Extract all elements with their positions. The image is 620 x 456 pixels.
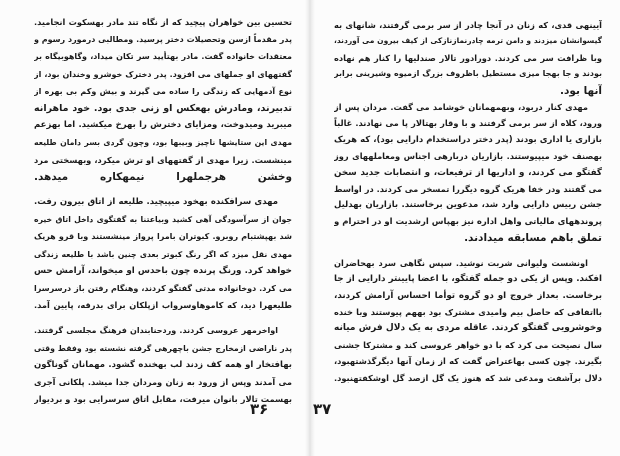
text-line: پروندههای مالیاتی واهل اداره نیز بهپاس ارشدیت او در احترام و [334, 216, 602, 227]
paragraph [334, 99, 602, 247]
text-line: برخاست. بعداز خروج او دو گروه توأما احساس آرامش کردند، [334, 290, 602, 301]
page-number-right: ۳۷ [313, 400, 332, 418]
paragraph [34, 14, 292, 186]
text-line: پدر مقدماً ازسن وتحصیلات دختر پرسید. ومطالبی درمورد رسوم و [34, 35, 292, 45]
text-line: اونشست ولیوانی شربت نوشید. سپس نگاهی سرد بهحاضران [334, 257, 588, 268]
text-line: بازاری یا اداری بودند (پدر دختر دراستخدام دارایی بود)، که هریک [334, 134, 602, 145]
text-line: گفتگو می کردند، و اداریها از ترفیعات، و انتصابات جدید سخن [334, 167, 602, 178]
text-line: بگیرند. چون کسی بهاعتراض گفت که از زمان آنها دیگرگذشتهبود، [334, 356, 602, 367]
text-line: می آمدند وپس از ورود به زنان ومردان جدا میشد. پلکانی آجری [34, 377, 292, 388]
paragraph [334, 255, 602, 386]
text-line: پدر ناراضی ازمخارج جشن باچهرهی گرفته نشسته بود وفقط وقتی [34, 343, 292, 353]
text-line: آیینهی قدی، که زنان در آنجا چادر از سر برمی گرفتند، شانهای به [334, 20, 602, 30]
text-line: تحسین بین خواهران پیچید که از نگاه تند مادر بهسکوت انجامید. [34, 17, 292, 27]
text-line: خواهد کرد. ورنگ پرنده چون باحدس او میخواند، آرامش حس [34, 265, 292, 276]
text-line: نوع آدمهایی که زندگی را ساده می گیرند و بیش وکم بی بهره از [34, 86, 292, 96]
text-line: آنها بود. [560, 84, 602, 97]
page-text-left [34, 14, 292, 408]
page-text-right [334, 17, 602, 386]
text-line: بهسمت تالار بانوان میرفت، مقابل اتاق سرسرایی بود و بردیوار [34, 394, 292, 405]
text-line: اواخرمهر عروسی کردند. وردحنابندان فرهنگ مجلسی گرفتند. [34, 326, 278, 336]
text-line: طلیعهرا دید، که کاموهاوسرواب ازپلکان برای بدرقه، پایین آمد. [34, 300, 292, 311]
page-number-left: ۳۶ [250, 400, 269, 418]
text-line: جشن رییس دارایی وارد شد، مدعوین برخاستند. بازاریان بهدلیل [334, 200, 602, 211]
text-line: تدبیرند، ومادرش بهعکس او زنی جدی بود. خود ماهرانه [34, 103, 292, 115]
page-right [313, 0, 620, 456]
text-line: افکند. وپس از یکی دو جمله گفتگو، با اعضا پایینتر دارایی از جا [334, 274, 602, 285]
paragraph [334, 17, 602, 99]
page-left [0, 0, 307, 456]
text-line: مهدی سرافکنده بهخود میپیچید. طلیعه از اتاق بیرون رفت. [34, 197, 278, 208]
paragraph [34, 322, 292, 408]
text-line: بهصنف خود میپیوستند. بازاریان دربارهی اجناس ومعاملههای روز [334, 151, 602, 162]
text-line: دلال برآشفت ومدعی شد که هنوز یک گل ازصد گل اوشکفتهنبود. [334, 372, 602, 383]
text-line: مهدی نقل میزد که اگر رنگ کبوتر بعدی چنین باشد با طلیعه زندگی [34, 249, 292, 259]
text-line: مینشست. زیرا مهدی از گفتههای او ترش میکرد، وبهسختی مرد [34, 154, 292, 165]
text-line: گفتههای او جملهای می افزود. پدر دخترک خوشرو وخندان بود، از [34, 69, 292, 79]
text-line: شد بهپشتبام روبرو. کبوتران بامرا پرواز مینشستند وبا قرو هریک [34, 232, 292, 242]
text-line: می کرد. دوخانواده مدتی گفتگو کردند، وهنگام رفتن باز درسرسرا [34, 284, 292, 294]
text-line: میبرید ومیدوخت، ومزایای دخترش را بهرخ میکشید. اما بهزعم [34, 120, 292, 131]
text-line: تملق باهم مسابقه میدادند. [464, 232, 602, 245]
text-line: وبا ظرافت سر می کردند. دورادور تالار صندلیها را کنار هم نهاده [334, 52, 602, 63]
text-line: گیسوانشان میزدند و دامن ترمه چادرنمازنازکی از کیف بیرون می آوردند، [334, 36, 602, 46]
text-line: بودند و جا بهجا میزی مستطیل باظروف بزرگ ازمیوه وشیرینی برابر [334, 69, 602, 79]
text-line: بااتفاقی که حاصل بیم وامیدی مشترک بود بههم پیوستند وبا خنده [334, 306, 602, 317]
text-line: ورود، کلاه از سر برمی گرفتند و با وقار بهتالار پا می نهادند. غالباً [334, 118, 602, 129]
paragraph [34, 194, 292, 314]
text-line: بهافتخار او همه کف زدند لب بهخنده گشود. مهمانان گوناگون [34, 359, 292, 370]
text-line: می گفتند ودر خفا هریک گروه دیگررا تمسخر می کردند. در اواسط [334, 184, 602, 195]
text-line: وخشن هرجملهرا نیمهکاره میدهد. [34, 170, 292, 183]
text-line: جوان از سرآسودگی آهی کشید وبیاعتنا به گفتگوی داخل اتاق خیره [34, 215, 292, 225]
text-line: سال نصیحت می کرد که با دو خواهر عروسی کند و مشترکا جشنی [334, 339, 602, 350]
text-line: معتقدات خانواده گفت. مادر بهتأیید سر تکان میداد، وگاهوبیگاه بر [34, 52, 292, 62]
text-line: مهدی این ستایشها ناچیز وبیبها بود، وچون گردی بسر دامان طلیعه [34, 138, 292, 148]
text-line: مهدی کنار دربود، وبهمهمانان خوشامد می گفت. مردان پس از [334, 102, 588, 113]
text-line: وخوشرویی گفتگو کردند. عاقله مردی به یک دلال فرش میانه [334, 323, 602, 334]
